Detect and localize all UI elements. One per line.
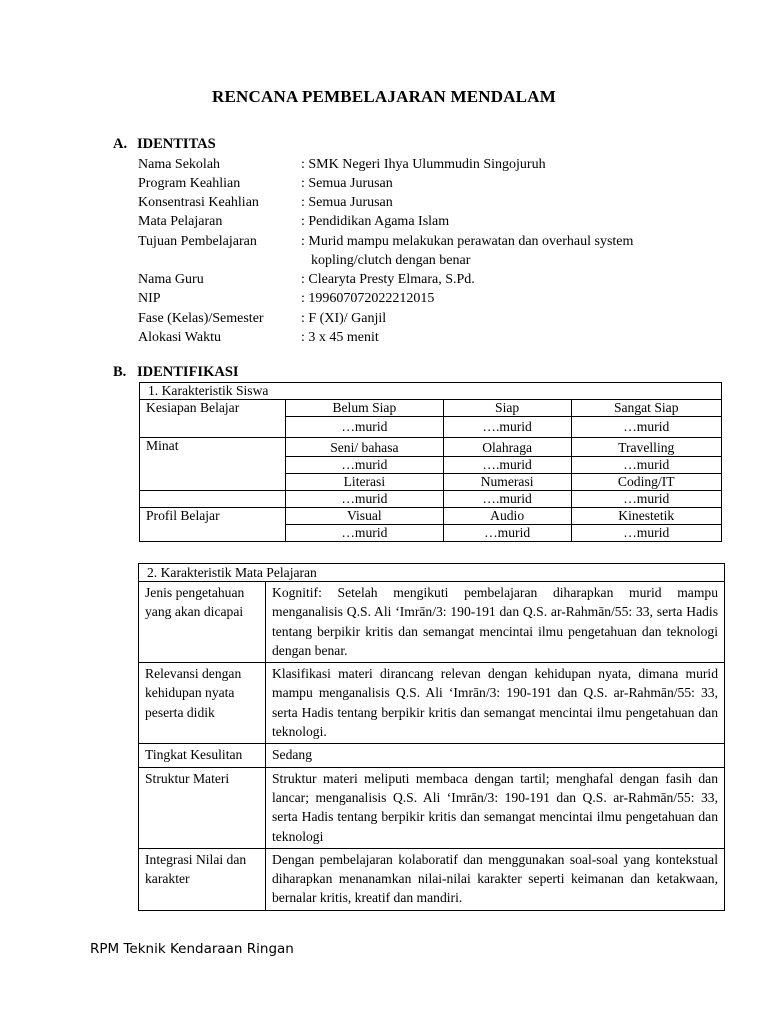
table-cell-empty (140, 491, 286, 508)
identitas-value: : F (XI)/ Ganjil (301, 311, 387, 326)
table-heading: 1. Karakteristik Siswa (140, 383, 722, 400)
section-b-title: IDENTIFIKASI (137, 364, 239, 380)
table-row (140, 491, 722, 508)
table-cell: Audio (443, 508, 571, 525)
section-a-letter: A. (113, 136, 128, 152)
identitas-value: : 3 x 45 menit (301, 330, 379, 345)
table-row (139, 767, 725, 848)
table-row (139, 582, 725, 663)
identitas-label: Alokasi Waktu (138, 330, 221, 345)
section-b-letter: B. (113, 364, 127, 380)
table-row (140, 383, 722, 400)
row-label: Integrasi Nilai dan karakter (139, 848, 266, 910)
identitas-value: : Semua Jurusan (301, 176, 393, 191)
table-cell: Kinestetik (571, 508, 722, 525)
table-cell: ….murid (443, 491, 571, 508)
table-row (140, 400, 722, 417)
table-cell: …murid (443, 525, 571, 542)
row-description: Sedang (266, 744, 725, 767)
karakteristik-siswa-table (139, 382, 722, 542)
table-cell: …murid (286, 457, 444, 474)
page-footer: RPM Teknik Kendaraan Ringan (90, 941, 294, 957)
table-cell: Belum Siap (286, 400, 444, 417)
table-cell: …murid (286, 417, 444, 438)
table-cell: Sangat Siap (571, 400, 722, 417)
table-cell: …murid (571, 491, 722, 508)
table-cell: Coding/IT (571, 474, 722, 491)
row-description: Struktur materi meliputi membaca dengan tartil; menghafal dengan fasih dan lancar; menganalisis Q.S. Ali ‘Imrān/3: 190-191 dan Q.S. ar-Rahmān/55: 33, serta Hadis tentang berpikir kritis dan semangat mencintai ilmu pengetahuan dan teknologi (266, 767, 725, 848)
identitas-label: Nama Sekolah (138, 157, 221, 172)
identitas-value: : 199607072022212015 (301, 291, 435, 306)
identitas-value: : Semua Jurusan (301, 195, 393, 210)
section-b-heading (113, 364, 239, 381)
identitas-label: Fase (Kelas)/Semester (138, 311, 264, 326)
table-cell: Travelling (571, 438, 722, 457)
row-label: Struktur Materi (139, 767, 266, 848)
section-a-heading (113, 136, 216, 153)
identitas-value-continued: kopling/clutch dengan benar (311, 253, 471, 268)
row-label: Minat (140, 438, 286, 491)
table-cell: Visual (286, 508, 444, 525)
table-cell: Seni/ bahasa (286, 438, 444, 457)
table-heading: 2. Karakteristik Mata Pelajaran (139, 564, 725, 582)
table-cell: Siap (443, 400, 571, 417)
section-a-title: IDENTITAS (137, 136, 216, 152)
table-cell: Numerasi (443, 474, 571, 491)
identitas-label: Program Keahlian (138, 176, 241, 191)
row-label: Relevansi dengan kehidupan nyata peserta didik (139, 663, 266, 744)
table-row (139, 744, 725, 767)
page-title: RENCANA PEMBELAJARAN MENDALAM (212, 87, 556, 106)
row-description: Dengan pembelajaran kolaboratif dan menggunakan soal-soal yang kontekstual diharapkan menanamkan nilai-nilai karakter seperti keimanan dan ketakwaan, bernalar kritis, kreatif dan mandiri. (266, 848, 725, 910)
table-cell: ….murid (443, 457, 571, 474)
identitas-label: NIP (138, 291, 161, 306)
identitas-label: Nama Guru (138, 272, 204, 287)
table-cell: …murid (571, 417, 722, 438)
identitas-value: : Murid mampu melakukan perawatan dan overhaul system (301, 234, 634, 249)
row-description: Klasifikasi materi dirancang relevan dengan kehidupan nyata, dimana murid mampu menganalisis Q.S. Ali ‘Imrān/3: 190-191 dan Q.S. ar-Rahmān/55: 33, serta Hadis tentang berpikir kritis dan semangat mencintai ilmu pengetahuan dan teknologi. (266, 663, 725, 744)
identitas-label: Konsentrasi Keahlian (138, 195, 259, 210)
row-label: Jenis pengetahuan yang akan dicapai (139, 582, 266, 663)
table-cell: …murid (286, 491, 444, 508)
identitas-label: Tujuan Pembelajaran (138, 234, 257, 249)
table-row (139, 663, 725, 744)
table-cell: …murid (571, 457, 722, 474)
row-label: Kesiapan Belajar (140, 400, 286, 438)
table-cell: ….murid (443, 417, 571, 438)
table-row (140, 508, 722, 525)
row-label: Tingkat Kesulitan (139, 744, 266, 767)
row-description: Kognitif: Setelah mengikuti pembelajaran diharapkan murid mampu menganalisis Q.S. Ali ‘Imrān/3: 190-191 dan Q.S. ar-Rahmān/55: 33, serta Hadis tentang berpikir kritis dan semangat mencintai ilmu pengetahuan dan teknologi dengan benar. (266, 582, 725, 663)
identitas-value: : Clearyta Presty Elmara, S.Pd. (301, 272, 475, 287)
identitas-label: Mata Pelajaran (138, 214, 223, 229)
karakteristik-mapel-table (138, 563, 725, 911)
row-label: Profil Belajar (140, 508, 286, 542)
table-cell: Olahraga (443, 438, 571, 457)
table-cell: …murid (286, 525, 444, 542)
identitas-value: : SMK Negeri Ihya Ulummudin Singojuruh (301, 157, 546, 172)
table-cell: …murid (571, 525, 722, 542)
table-cell: Literasi (286, 474, 444, 491)
table-row (140, 438, 722, 457)
table-row (139, 848, 725, 910)
identitas-value: : Pendidikan Agama Islam (301, 214, 450, 229)
table-row (139, 564, 725, 582)
